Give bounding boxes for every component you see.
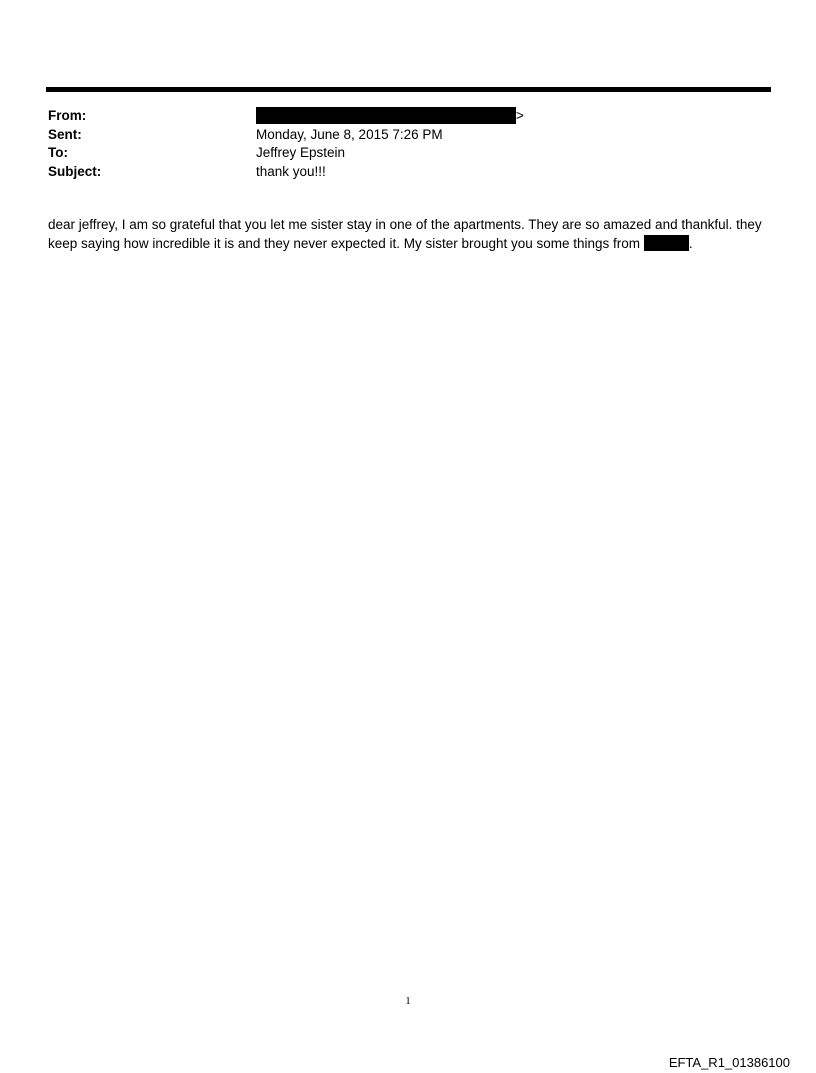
page-number: 1 bbox=[405, 995, 411, 1007]
to-row bbox=[48, 144, 768, 163]
to-value: Jeffrey Epstein bbox=[256, 145, 346, 160]
subject-row bbox=[48, 163, 768, 182]
body-line-2-end: . bbox=[688, 236, 693, 251]
body-line-2 bbox=[48, 234, 778, 253]
redaction-block-sender bbox=[256, 107, 516, 124]
subject-value: thank you!!! bbox=[256, 163, 326, 179]
sent-label: Sent: bbox=[48, 126, 82, 142]
from-value bbox=[256, 107, 524, 126]
sent-value: Monday, June 8, 2015 7:26 PM bbox=[256, 126, 443, 142]
redaction-block-location bbox=[644, 235, 689, 251]
email-header bbox=[48, 107, 768, 181]
header-divider-rule bbox=[46, 87, 771, 92]
sent-row bbox=[48, 126, 768, 145]
bates-number: EFTA_R1_01386100 bbox=[668, 1055, 790, 1070]
to-label: To: bbox=[48, 145, 68, 160]
email-body bbox=[48, 215, 778, 253]
from-label: From: bbox=[48, 108, 87, 123]
from-value-suffix: > bbox=[516, 108, 524, 123]
body-line-2-text: keep saying how incredible it is and they never expected it. My sister brought you some things from bbox=[48, 236, 644, 251]
body-line-1: dear jeffrey, I am so grateful that you let me sister stay in one of the apartments. They are so amazed and thankful. they bbox=[48, 217, 762, 232]
from-row bbox=[48, 107, 768, 126]
subject-label: Subject: bbox=[48, 163, 102, 179]
